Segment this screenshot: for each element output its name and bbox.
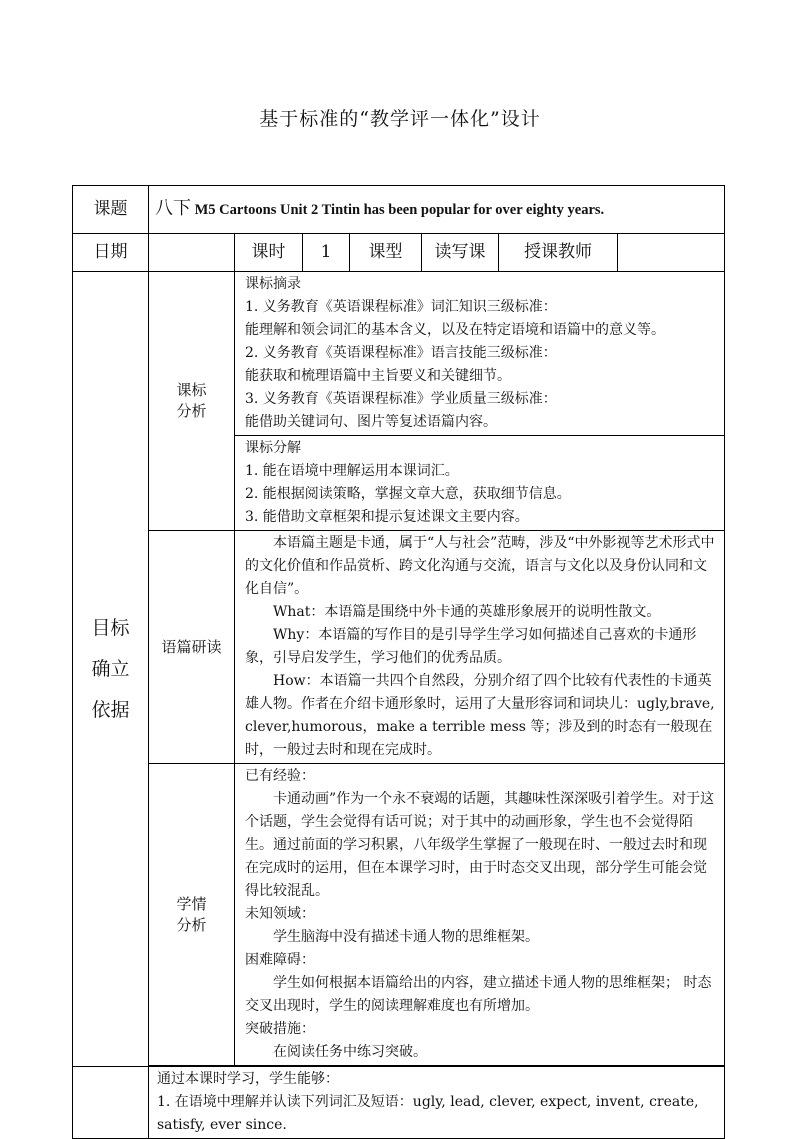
- period-label: 课时: [235, 234, 303, 272]
- analysis-line: 2. 能根据阅读策略，掌握文章大意，获取细节信息。: [245, 486, 571, 502]
- learner-row: [73, 764, 725, 1066]
- objectives-item: 1. 在语境中理解并认读下列词汇及短语：ugly, lead, clever, expect, invent, create, satisfy, ever since.: [157, 1094, 699, 1133]
- date-row: [73, 234, 725, 272]
- text-study-label: 语篇研读: [149, 531, 235, 764]
- learner-heading: 突破措施：: [245, 1021, 315, 1037]
- curriculum-excerpt-row: [73, 272, 725, 436]
- excerpt-line: 3. 义务教育《英语课程标准》学业质量三级标准：: [245, 391, 557, 407]
- date-value: [149, 234, 235, 272]
- analysis-line: 1. 能在语境中理解运用本课词汇。: [245, 463, 459, 479]
- learner-text: 在阅读任务中练习突破。: [273, 1044, 427, 1060]
- objectives-label: [73, 1067, 149, 1139]
- text-study-paragraph: What：本语篇是围绕中外卡通的英雄形象展开的说明性散文。: [273, 604, 661, 620]
- basis-label-line: 目标: [91, 616, 130, 639]
- excerpt-line: 1. 义务教育《英语课程标准》词汇知识三级标准：: [245, 299, 557, 315]
- learner-content: [235, 764, 725, 1066]
- curriculum-label-line: 课标: [176, 381, 207, 399]
- basis-label: [73, 272, 149, 1067]
- objectives-row: [73, 1067, 725, 1139]
- learner-heading: 困难障碍：: [245, 952, 315, 968]
- period-value: 1: [303, 234, 350, 272]
- teacher-value: [618, 234, 725, 272]
- curriculum-label: [149, 272, 235, 531]
- text-study-row: [73, 531, 725, 764]
- topic-title: M5 Cartoons Unit 2 Tintin has been popular for over eighty years.: [194, 202, 605, 218]
- topic-label: 课题: [73, 186, 149, 234]
- analysis-line: 3. 能借助文章框架和提示复述课文主要内容。: [245, 509, 529, 525]
- learner-label: [149, 764, 235, 1066]
- analysis-line: 课标分解: [245, 440, 301, 456]
- text-study-paragraph: Why：本语篇的写作目的是引导学生学习如何描述自己喜欢的卡通形象，引导启发学生，学习他们的优秀品质。: [245, 627, 697, 666]
- page-title: 基于标准的“教学评一体化”设计: [259, 108, 541, 130]
- topic-value: [149, 186, 725, 234]
- curriculum-excerpt: [235, 272, 725, 436]
- teacher-label: 授课教师: [499, 234, 618, 272]
- learner-text: 学生如何根据本语篇给出的内容，建立描述卡通人物的思维框架； 时态交叉出现时，学生的阅读理解难度也有所增加。: [245, 975, 712, 1014]
- curriculum-analysis: [235, 436, 725, 531]
- type-label: 课型: [350, 234, 422, 272]
- objectives-intro: 通过本课时学习，学生能够：: [157, 1071, 339, 1087]
- excerpt-line: 课标摘录: [245, 276, 301, 292]
- learner-label-line: 分析: [176, 915, 207, 934]
- excerpt-line: 2. 义务教育《英语课程标准》语言技能三级标准：: [245, 345, 557, 361]
- objectives-content: [149, 1067, 725, 1139]
- excerpt-line: 能借助关键词句、图片等复述语篇内容。: [245, 414, 497, 430]
- text-study-paragraph: How：本语篇一共四个自然段，分别介绍了四个比较有代表性的卡通英雄人物。作者在介绍卡通形象时，运用了大量形容词和词块儿：ugly,brave, clever,humorous，make a terrible mess 等；涉及到的时态有一般现在时，一般过去时和现在完成时。: [245, 673, 715, 758]
- learner-label-line: 学情: [176, 894, 207, 913]
- text-study-content: [235, 531, 725, 764]
- excerpt-line: 能理解和领会词汇的基本含义，以及在特定语境和语篇中的意义等。: [245, 322, 665, 338]
- date-label: 日期: [73, 234, 149, 272]
- topic-grade: 八下: [155, 198, 191, 219]
- curriculum-label-line: 分析: [176, 402, 207, 420]
- learner-heading: 已有经验：: [245, 768, 315, 784]
- learner-text: 卡通动画”作为一个永不衰竭的话题，其趣味性深深吸引着学生。对于这个话题，学生会觉得有话可说；对于其中的动画形象，学生也不会觉得陌生。通过前面的学习积累，八年级学生掌握了一般现在时、一般过去时和现在完成时的运用，但在本课学习时，由于时态交叉出现，部分学生可能会觉得比较混乱。: [245, 791, 715, 899]
- learner-heading: 未知领域：: [245, 906, 315, 922]
- type-value: 读写课: [422, 234, 499, 272]
- lesson-design-table: [72, 185, 725, 1139]
- basis-label-line: 确立: [91, 657, 130, 680]
- basis-label-line: 依据: [91, 698, 130, 721]
- topic-row: [73, 186, 725, 234]
- text-study-paragraph: 本语篇主题是卡通，属于“人与社会”范畴，涉及“中外影视等艺术形式中的文化价值和作品赏析、跨文化沟通与交流，语言与文化以及身份认同和文化自信”。: [245, 535, 715, 597]
- excerpt-line: 能获取和梳理语篇中主旨要义和关键细节。: [245, 368, 511, 384]
- learner-text: 学生脑海中没有描述卡通人物的思维框架。: [273, 929, 539, 945]
